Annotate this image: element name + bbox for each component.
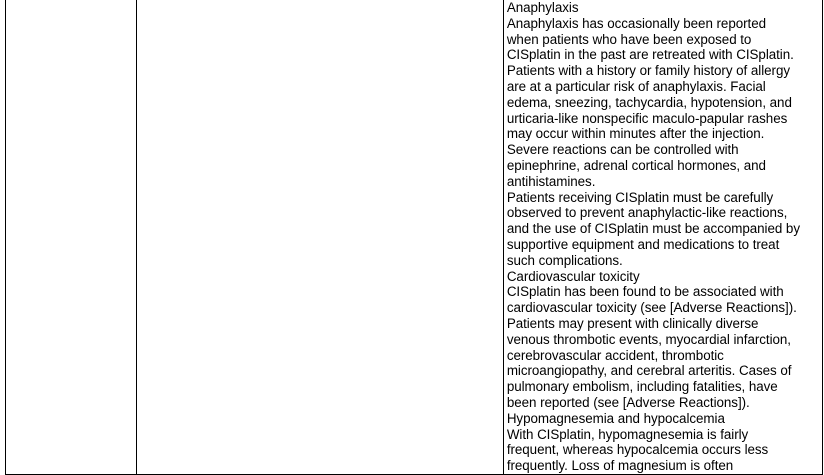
text-line: microangiopathy, and cerebral arteritis. Cases of [506, 363, 792, 379]
table-cell-warnings-text [503, 0, 822, 475]
text-line: venous thrombotic events, myocardial infarction, [506, 331, 791, 347]
text-line: Patients may present with clinically diverse [506, 315, 759, 331]
text-line: edema, sneezing, tachycardia, hypotension, and [506, 94, 792, 110]
text-line: observed to prevent anaphylactic-like reactions, [506, 205, 788, 221]
section-heading-anaphylaxis: Anaphylaxis [506, 0, 579, 15]
document-table [5, 0, 823, 475]
text-line: Anaphylaxis has occasionally been reported [506, 15, 766, 31]
text-line: frequently. Loss of magnesium is often [506, 458, 734, 474]
text-line: supportive equipment and medications to treat [506, 236, 780, 252]
text-line: cerebrovascular accident, thrombotic [506, 347, 724, 363]
text-line: Severe reactions can be controlled with [506, 142, 739, 158]
text-line: Patients receiving CISplatin must be carefully [506, 189, 774, 205]
section-heading-hypomagnesemia: Hypomagnesemia and hypocalcemia [506, 410, 725, 426]
text-line: are at a particular risk of anaphylaxis. Facial [506, 78, 766, 94]
section-heading-cardiovascular-toxicity: Cardiovascular toxicity [506, 268, 640, 284]
text-line: may occur within minutes after the injection. [506, 126, 765, 142]
text-line: CISplatin has been found to be associated with [506, 284, 784, 300]
text-line: antihistamines. [506, 173, 596, 189]
text-line: CISplatin in the past are retreated with CISplatin. [506, 47, 794, 63]
text-line: been reported (see [Adverse Reactions]). [506, 394, 750, 410]
table-row [6, 0, 823, 475]
text-line: epinephrine, adrenal cortical hormones, and [506, 157, 766, 173]
text-line: Patients with a history or family history of allergy [506, 63, 790, 79]
text-line: With CISplatin, hypomagnesemia is fairly [506, 426, 749, 442]
text-line: and the use of CISplatin must be accompanied by [506, 221, 800, 237]
text-line: such complications. [506, 252, 623, 268]
text-line: when patients who have been exposed to [506, 31, 752, 47]
text-line: cardiovascular toxicity (see [Adverse Reactions]). [506, 300, 797, 316]
table-cell-empty-left [6, 0, 137, 475]
table-cell-empty-middle [137, 0, 503, 475]
text-line: pulmonary embolism, including fatalities, have [506, 379, 778, 395]
text-line: frequent, whereas hypocalcemia occurs less [506, 442, 769, 458]
text-line: urticaria-like nonspecific maculo-papular rashes [506, 110, 788, 126]
